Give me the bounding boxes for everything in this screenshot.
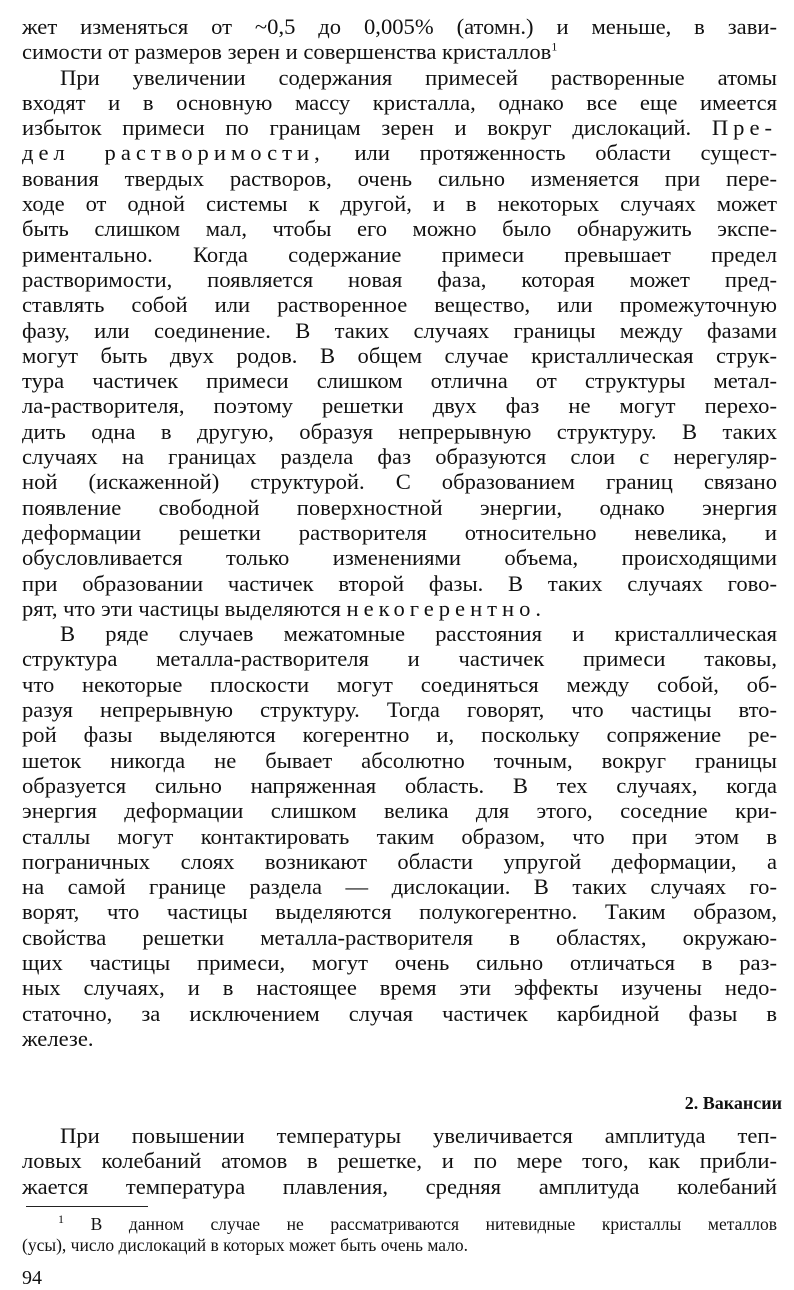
text-line: жается температура плавления, средняя амплитуда колебаний bbox=[22, 1173, 777, 1199]
page-body bbox=[22, 14, 782, 1289]
text-line: статочно, за исключением случая частичек карбидной фазы в bbox=[22, 1000, 777, 1026]
footnote-ref[interactable]: 1 bbox=[551, 39, 558, 54]
text-line: симости от размеров зерен и совершенства кристаллов$^1$ bbox=[22, 39, 558, 65]
text-line: ла-растворителя, поэтому решетки двух фаз не могут перехо- bbox=[22, 393, 777, 419]
text-line: ворят, что частицы выделяются полукогерентно. Таким образом, bbox=[22, 899, 777, 925]
text-line: сталлы могут контактировать таким образом, что при этом в bbox=[22, 823, 777, 849]
text-line: могут быть двух родов. В общем случае кристаллическая струк- bbox=[22, 342, 777, 368]
text-line: разуя непрерывную структуру. Тогда говорят, что частицы вто- bbox=[22, 697, 777, 723]
emphasized-term: дел растворимости, bbox=[22, 140, 325, 166]
text-line: структура металла-растворителя и частичек примеси таковы, bbox=[22, 646, 777, 672]
text-line: растворимости, появляется новая фаза, которая может пред- bbox=[22, 266, 777, 292]
text-line: риментально. Когда содержание примеси превышает предел bbox=[22, 241, 777, 267]
paragraph-1 bbox=[22, 14, 777, 65]
text-line: фазу, или соединение. В таких случаях границы между фазами bbox=[22, 317, 777, 343]
text-line: При повышении температуры увеличивается амплитуда теп- bbox=[60, 1123, 777, 1148]
footnote-marker: 1 bbox=[58, 1214, 64, 1227]
paragraph-3 bbox=[22, 621, 777, 1051]
text-line: при образовании частичек второй фазы. В таких случаях гово- bbox=[22, 570, 777, 596]
text-line: дить одна в другую, образуя непрерывную структуру. В таких bbox=[22, 418, 777, 444]
text-line: что некоторые плоскости могут соединяться между собой, об- bbox=[22, 671, 777, 697]
section-heading: 2. Вакансии bbox=[684, 1093, 782, 1113]
footnote-divider bbox=[26, 1206, 148, 1207]
text-line: входят и в основную массу кристалла, однако все еще имеется bbox=[22, 89, 777, 115]
text-line: шеток никогда не бывает абсолютно точным, вокруг границы bbox=[22, 747, 777, 773]
text-line: энергия деформации слишком велика для этого, соседние кри- bbox=[22, 798, 777, 824]
text-line: быть слишком мал, чтобы его можно было обнаружить экспе- bbox=[22, 216, 777, 242]
text-line: железе. bbox=[22, 1025, 94, 1051]
text-line: образуется сильно напряженная область. В тех случаях, когда bbox=[22, 772, 777, 798]
text-line: ставлять собой или растворенное вещество, или промежуточную bbox=[22, 292, 777, 318]
text-line: жет изменяться от ~0,5 до 0,005% (атомн.) и меньше, в зави- bbox=[22, 14, 777, 39]
text-line: избыток примеси по границам зерен и вокруг дислокаций. Пре- bbox=[22, 115, 777, 141]
footnote-line: $^1$ В данном случае не рассматриваются нитевидные кристаллы металлов bbox=[58, 1214, 777, 1234]
footnote bbox=[22, 1214, 777, 1256]
text-line: ной (искаженной) структурой. С образованием границ связано bbox=[22, 469, 777, 495]
text-line: появление свободной поверхностной энергии, однако энергия bbox=[22, 494, 777, 520]
text-line: При увеличении содержания примесей растворенные атомы bbox=[60, 64, 777, 90]
paragraph-4 bbox=[22, 1123, 777, 1199]
text-line: рят, что эти частицы выделяются некогерентно. bbox=[22, 595, 547, 621]
text-line: тура частичек примеси слишком отлична от структуры метал- bbox=[22, 368, 777, 394]
text-line: деформации решетки растворителя относительно невелика, и bbox=[22, 519, 777, 545]
text-line: пограничных слоях возникают области упругой деформации, а bbox=[22, 848, 777, 874]
text-line: на самой границе раздела — дислокации. В таких случаях го- bbox=[22, 874, 777, 900]
footnote-line: (усы), число дислокаций в которых может быть очень мало. bbox=[22, 1235, 469, 1255]
text-line: В ряде случаев межатомные расстояния и кристаллическая bbox=[60, 621, 777, 647]
text-line: обусловливается только изменениями объема, происходящими bbox=[22, 545, 777, 571]
text-line: щих частицы примеси, могут очень сильно отличаться в раз- bbox=[22, 949, 777, 975]
text-line: ловых колебаний атомов в решетке, и по мере того, как прибли- bbox=[22, 1148, 777, 1174]
text-line: случаях на границах раздела фаз образуются слои с нерегуляр- bbox=[22, 444, 777, 470]
text-line: ных случаях, и в настоящее время эти эффекты изучены недо- bbox=[22, 975, 777, 1001]
emphasized-term: Пре- bbox=[711, 115, 777, 141]
paragraph-2 bbox=[22, 65, 777, 622]
text-line: вования твердых растворов, очень сильно изменяется при пере- bbox=[22, 165, 777, 191]
text-line: дел растворимости, или протяженность области сущест- bbox=[22, 140, 777, 166]
text-line: ходе от одной системы к другой, и в некоторых случаях может bbox=[22, 191, 777, 217]
emphasized-term: некогерентно. bbox=[346, 595, 547, 621]
page-number: 94 bbox=[22, 1267, 42, 1289]
text-line: рой фазы выделяются когерентно и, поскольку сопряжение ре- bbox=[22, 722, 777, 748]
text-line: свойства решетки металла-растворителя в областях, окружаю- bbox=[22, 924, 777, 950]
